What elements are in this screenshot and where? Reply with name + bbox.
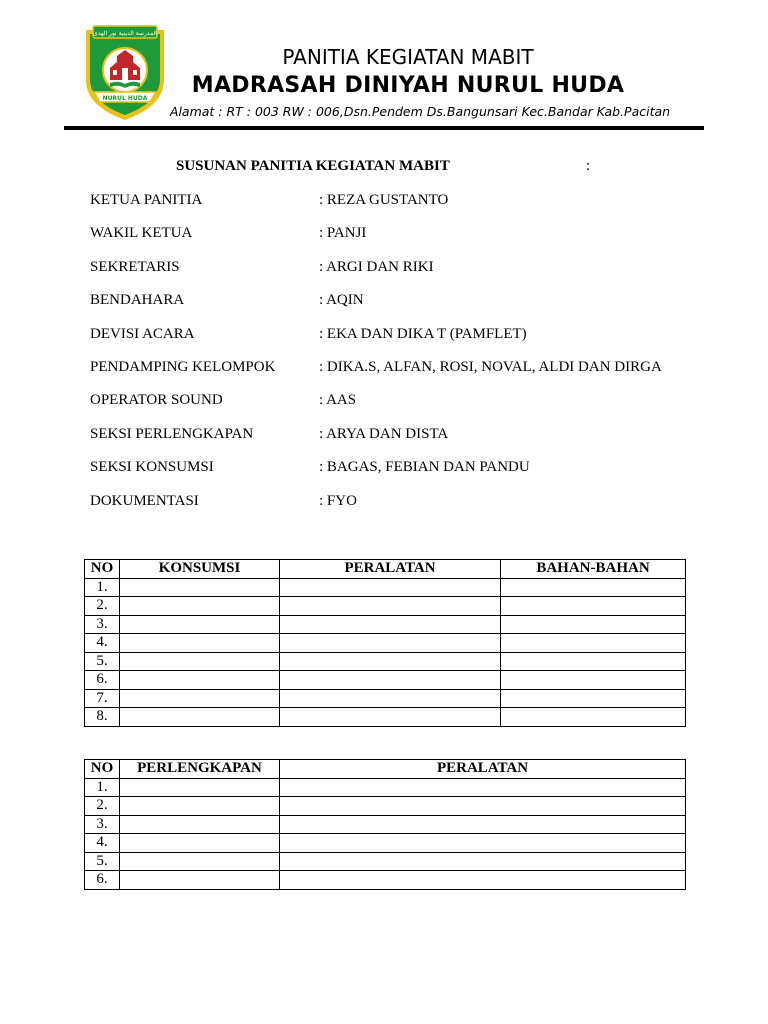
role-label: SEKRETARIS xyxy=(90,258,180,275)
role-value: : DIKA.S, ALFAN, ROSI, NOVAL, ALDI DAN DIRGA xyxy=(319,358,662,375)
table-row xyxy=(85,689,686,708)
cell xyxy=(120,778,280,797)
madrasah-logo xyxy=(80,20,170,122)
row-number: 4. xyxy=(85,634,120,653)
role-value: : ARYA DAN DISTA xyxy=(319,425,449,442)
table-header-row xyxy=(85,560,686,579)
committee-row xyxy=(90,457,710,490)
row-number: 3. xyxy=(85,815,120,834)
header-peralatan: PERALATAN xyxy=(280,560,501,579)
table-row xyxy=(85,871,686,890)
section-title: SUSUNAN PANITIA KEGIATAN MABIT xyxy=(176,158,450,174)
header-title: PANITIA KEGIATAN MABIT xyxy=(282,45,534,69)
role-value: : FYO xyxy=(319,492,357,509)
role-value: : AQIN xyxy=(319,292,364,309)
header-subtitle: MADRASAH DINIYAH NURUL HUDA xyxy=(191,73,625,98)
role-label: DOKUMENTASI xyxy=(90,492,199,509)
cell xyxy=(280,871,686,890)
role-value: : BAGAS, FEBIAN DAN PANDU xyxy=(319,459,530,476)
committee-row xyxy=(90,491,710,524)
cell xyxy=(280,689,501,708)
cell xyxy=(280,578,501,597)
header-peralatan: PERALATAN xyxy=(280,760,686,779)
role-value: : ARGI DAN RIKI xyxy=(319,258,434,275)
cell xyxy=(501,671,686,690)
cell xyxy=(120,834,280,853)
cell xyxy=(280,597,501,616)
table-row xyxy=(85,834,686,853)
cell xyxy=(280,797,686,816)
section-colon: : xyxy=(586,158,591,174)
cell xyxy=(120,852,280,871)
role-label: WAKIL KETUA xyxy=(90,225,193,242)
committee-row xyxy=(90,257,710,290)
header-divider xyxy=(64,126,704,130)
table-row xyxy=(85,815,686,834)
role-label: PENDAMPING KELOMPOK xyxy=(90,358,276,375)
role-label: KETUA PANITIA xyxy=(90,192,203,208)
row-number: 7. xyxy=(85,689,120,708)
committee-list xyxy=(90,190,710,524)
cell xyxy=(280,778,686,797)
cell xyxy=(501,578,686,597)
header-no: NO xyxy=(85,760,120,779)
role-value: : AAS xyxy=(319,392,357,409)
role-label: SEKSI PERLENGKAPAN xyxy=(90,425,254,442)
row-number: 6. xyxy=(85,671,120,690)
cell xyxy=(501,634,686,653)
header-no: NO xyxy=(85,560,120,579)
table-row xyxy=(85,634,686,653)
committee-row xyxy=(90,424,710,457)
committee-row xyxy=(90,390,710,423)
cell xyxy=(120,671,280,690)
cell xyxy=(280,815,686,834)
cell xyxy=(280,852,686,871)
header-perlengkapan: PERLENGKAPAN xyxy=(120,760,280,779)
cell xyxy=(120,634,280,653)
role-value: : REZA GUSTANTO xyxy=(319,192,449,208)
row-number: 4. xyxy=(85,834,120,853)
cell xyxy=(120,871,280,890)
header-konsumsi: KONSUMSI xyxy=(120,560,280,579)
cell xyxy=(120,815,280,834)
role-label: SEKSI KONSUMSI xyxy=(90,459,214,476)
table-row xyxy=(85,597,686,616)
role-value: : PANJI xyxy=(319,225,367,242)
row-number: 3. xyxy=(85,615,120,634)
consumption-equipment-table xyxy=(84,559,686,727)
table-row xyxy=(85,797,686,816)
committee-row xyxy=(90,223,710,256)
row-number: 1. xyxy=(85,578,120,597)
cell xyxy=(280,615,501,634)
row-number: 1. xyxy=(85,778,120,797)
row-number: 2. xyxy=(85,797,120,816)
cell xyxy=(501,615,686,634)
role-label: DEVISI ACARA xyxy=(90,325,195,342)
cell xyxy=(120,597,280,616)
cell xyxy=(501,708,686,727)
cell xyxy=(120,652,280,671)
cell xyxy=(501,652,686,671)
header-address: Alamat : RT : 003 RW : 006,Dsn.Pendem Ds.Bangunsari Kec.Bandar Kab.Pacitan xyxy=(169,104,671,119)
cell xyxy=(120,689,280,708)
logo-banner-text: المدرسة الدينية نور الهدى xyxy=(93,30,157,37)
cell xyxy=(120,708,280,727)
table-row xyxy=(85,778,686,797)
cell xyxy=(280,652,501,671)
row-number: 2. xyxy=(85,597,120,616)
committee-row xyxy=(90,190,710,223)
committee-row xyxy=(90,357,710,390)
logo-ribbon-text: NURUL HUDA xyxy=(102,95,148,102)
table-row xyxy=(85,671,686,690)
table-row xyxy=(85,852,686,871)
cell xyxy=(501,597,686,616)
table-row xyxy=(85,615,686,634)
table-header-row xyxy=(85,760,686,779)
equipment-table xyxy=(84,759,686,890)
row-number: 5. xyxy=(85,652,120,671)
cell xyxy=(501,689,686,708)
header-bahan-bahan: BAHAN-BAHAN xyxy=(501,560,686,579)
row-number: 6. xyxy=(85,871,120,890)
cell xyxy=(280,834,686,853)
committee-row xyxy=(90,324,710,357)
table-row xyxy=(85,578,686,597)
cell xyxy=(280,708,501,727)
row-number: 5. xyxy=(85,852,120,871)
role-label: OPERATOR SOUND xyxy=(90,392,223,409)
role-label: BENDAHARA xyxy=(90,292,185,309)
cell xyxy=(280,634,501,653)
cell xyxy=(120,615,280,634)
committee-row xyxy=(90,290,710,323)
cell xyxy=(120,578,280,597)
row-number: 8. xyxy=(85,708,120,727)
cell xyxy=(280,671,501,690)
table-row xyxy=(85,708,686,727)
table-row xyxy=(85,652,686,671)
role-value: : EKA DAN DIKA T (PAMFLET) xyxy=(319,325,527,342)
cell xyxy=(120,797,280,816)
